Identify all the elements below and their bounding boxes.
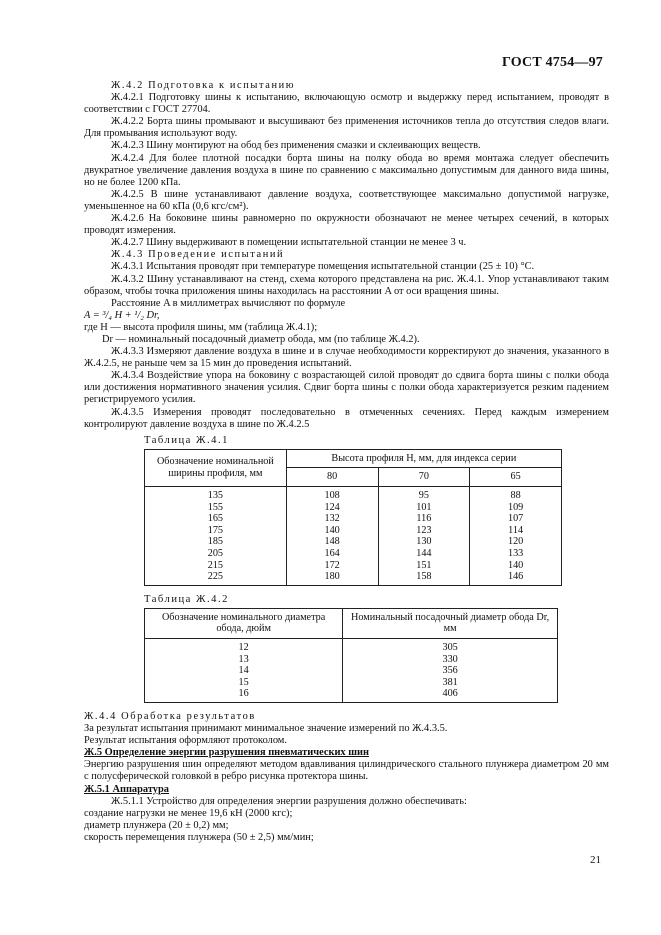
table-row <box>145 639 558 654</box>
table-cell: 215 <box>145 560 287 572</box>
table-cell: 116 <box>378 513 470 525</box>
table-cell: 205 <box>145 548 287 560</box>
table-cell: 16 <box>145 688 343 702</box>
paragraph: Расстояние A в миллиметрах вычисляют по формуле <box>111 297 346 309</box>
table-header: Высота профиля H, мм, для индекса серии <box>286 449 561 468</box>
paragraph: Ж.4.3.1 Испытания проводят при температуре помещения испытательной станции (25 ± 10) °С. <box>111 261 535 273</box>
list-item: скорость перемещения плунжера (50 ± 2,5) мм/мин; <box>84 831 314 843</box>
paragraph: Ж.4.2.1 Подготовку шины к испытанию, включающую осмотр и выдержку перед испытанием, проводят в соответствии с ГОСТ 27704. <box>84 92 609 116</box>
paragraph: Ж.4.2.3 Шину монтируют на обод без применения смазки и склеивающих веществ. <box>111 140 481 152</box>
table-header: 70 <box>378 468 470 487</box>
table-cell: 164 <box>286 548 378 560</box>
paragraph: Ж.4.3.3 Измеряют давление воздуха в шине и в случае необходимости корректируют до значения, указанного в Ж.4.2.5, не раньше чем за 15 мин до проведения испытаний. <box>84 346 609 370</box>
table-header: 80 <box>286 468 378 487</box>
table-header: 65 <box>470 468 562 487</box>
table-row <box>145 513 562 525</box>
table-row <box>145 487 562 502</box>
table-cell: 144 <box>378 548 470 560</box>
table-row <box>145 536 562 548</box>
formula: A = ³/₄ H + ¹/₂ Dr, <box>84 309 160 321</box>
table-caption: Таблица Ж.4.1 <box>144 434 229 446</box>
table-cell: 406 <box>343 688 558 702</box>
paragraph: Ж.4.3.2 Шину устанавливают на стенд, схема которого представлена на рис. Ж.4.1. Упор устанавливают таким образом, чтобы точка приложения шины находилась на расстоянии A от оси вращения шины. <box>84 273 609 297</box>
table-cell: 140 <box>470 560 562 572</box>
table-cell: 158 <box>378 571 470 585</box>
table-cell: 225 <box>145 571 287 585</box>
paragraph: Результат испытания оформляют протоколом. <box>84 735 287 747</box>
profile-height-table <box>144 449 562 586</box>
table-cell: 108 <box>286 487 378 502</box>
paragraph: где H — высота профиля шины, мм (таблица Ж.4.1); <box>84 321 318 333</box>
paragraph: За результат испытания принимают минимальное значение измерений по Ж.4.3.5. <box>84 723 448 735</box>
table-row <box>145 525 562 537</box>
paragraph: Ж.4.2.4 Для более плотной посадки борта шины на полку обода во время монтажа следует обеспечить двукратное увеличение давления воздуха в шине по сравнению с максимально допустимым для данного вида шины, но не более 1200 кПа. <box>84 152 609 188</box>
table-cell: 140 <box>286 525 378 537</box>
table-cell: 109 <box>470 502 562 514</box>
table-cell: 101 <box>378 502 470 514</box>
table-cell: 151 <box>378 560 470 572</box>
list-item: диаметр плунжера (20 ± 0,2) мм; <box>84 819 229 831</box>
table-cell: 381 <box>343 677 558 689</box>
table-cell: 135 <box>145 487 287 502</box>
table-row <box>145 665 558 677</box>
paragraph: Энергию разрушения шин определяют методом вдавливания цилиндрического стального плунжера диаметром 20 мм с полусферической головкой в ребро рисунка протектора шины. <box>84 759 609 783</box>
table-row <box>145 502 562 514</box>
table-cell: 95 <box>378 487 470 502</box>
paragraph: Ж.4.2.2 Борта шины промывают и высушивают без применения источников тепла до отсутствия следов влаги. Для промывания используют воду. <box>84 116 609 140</box>
rim-diameter-table <box>144 608 558 703</box>
section-heading: Ж.5.1 Аппаратура <box>84 783 169 795</box>
table-cell: 123 <box>378 525 470 537</box>
table-row <box>145 654 558 666</box>
table-cell: 330 <box>343 654 558 666</box>
paragraph: Ж.4.2.7 Шину выдерживают в помещении испытательной станции не менее 3 ч. <box>111 237 467 249</box>
table-row <box>145 677 558 689</box>
paragraph: Ж.4.2.5 В шине устанавливают давление воздуха, соответствующее максимально допустимой нагрузке, уменьшенное на 60 кПа (0,6 кгс/см²). <box>84 188 609 212</box>
document-body <box>84 80 609 844</box>
table-cell: 146 <box>470 571 562 585</box>
paragraph: Ж.5.1.1 Устройство для определения энергии разрушения должно обеспечивать: <box>111 795 467 807</box>
section-heading: Ж.4.3 Проведение испытаний <box>111 249 285 261</box>
table-cell: 88 <box>470 487 562 502</box>
page-number: 21 <box>590 854 601 866</box>
table-cell: 124 <box>286 502 378 514</box>
table-header: Обозначение номинальной ширины профиля, мм <box>145 449 287 486</box>
table-cell: 12 <box>145 639 343 654</box>
table-cell: 180 <box>286 571 378 585</box>
list-item: создание нагрузки не менее 19,6 кН (2000 кгс); <box>84 807 293 819</box>
table-cell: 172 <box>286 560 378 572</box>
document-header: ГОСТ 4754—97 <box>502 55 603 70</box>
table-cell: 185 <box>145 536 287 548</box>
table-row <box>145 548 562 560</box>
table-cell: 132 <box>286 513 378 525</box>
section-heading: Ж.4.4 Обработка результатов <box>84 711 256 722</box>
table-cell: 14 <box>145 665 343 677</box>
paragraph: Dr — номинальный посадочный диаметр обода, мм (по таблице Ж.4.2). <box>102 333 420 345</box>
table-header: Обозначение номинального диаметра обода, дюйм <box>145 608 343 638</box>
paragraph: Ж.4.3.4 Воздействие упора на боковину с возрастающей силой проводят до сдвига борта шины с полки обода или достижения нормативного значения усилия. Сдвиг борта шины с полки обода характеризуется резким падением регистрируемого усилия. <box>84 370 609 406</box>
table-cell: 114 <box>470 525 562 537</box>
table-cell: 305 <box>343 639 558 654</box>
table-cell: 15 <box>145 677 343 689</box>
table-cell: 165 <box>145 513 287 525</box>
section-heading: Ж.5 Определение энергии разрушения пневматических шин <box>84 747 369 759</box>
table-row <box>145 571 562 585</box>
table-cell: 107 <box>470 513 562 525</box>
table-cell: 155 <box>145 502 287 514</box>
table-cell: 356 <box>343 665 558 677</box>
paragraph: Ж.4.2.6 На боковине шины равномерно по окружности обозначают не менее четырех сечений, в которых проводят измерения. <box>84 213 609 237</box>
section-heading: Ж.4.2 Подготовка к испытанию <box>111 80 296 91</box>
table-cell: 133 <box>470 548 562 560</box>
table-row <box>145 560 562 572</box>
table-header: Номинальный посадочный диаметр обода Dr, мм <box>343 608 558 638</box>
table-cell: 148 <box>286 536 378 548</box>
table-caption: Таблица Ж.4.2 <box>144 593 229 605</box>
table-cell: 175 <box>145 525 287 537</box>
paragraph: Ж.4.3.5 Измерения проводят последовательно в отмеченных сечениях. Перед каждым измерением контролируют давление воздуха в шине по Ж.4.2.5 <box>84 406 609 430</box>
table-cell: 130 <box>378 536 470 548</box>
table-cell: 120 <box>470 536 562 548</box>
table-cell: 13 <box>145 654 343 666</box>
table-row <box>145 688 558 702</box>
